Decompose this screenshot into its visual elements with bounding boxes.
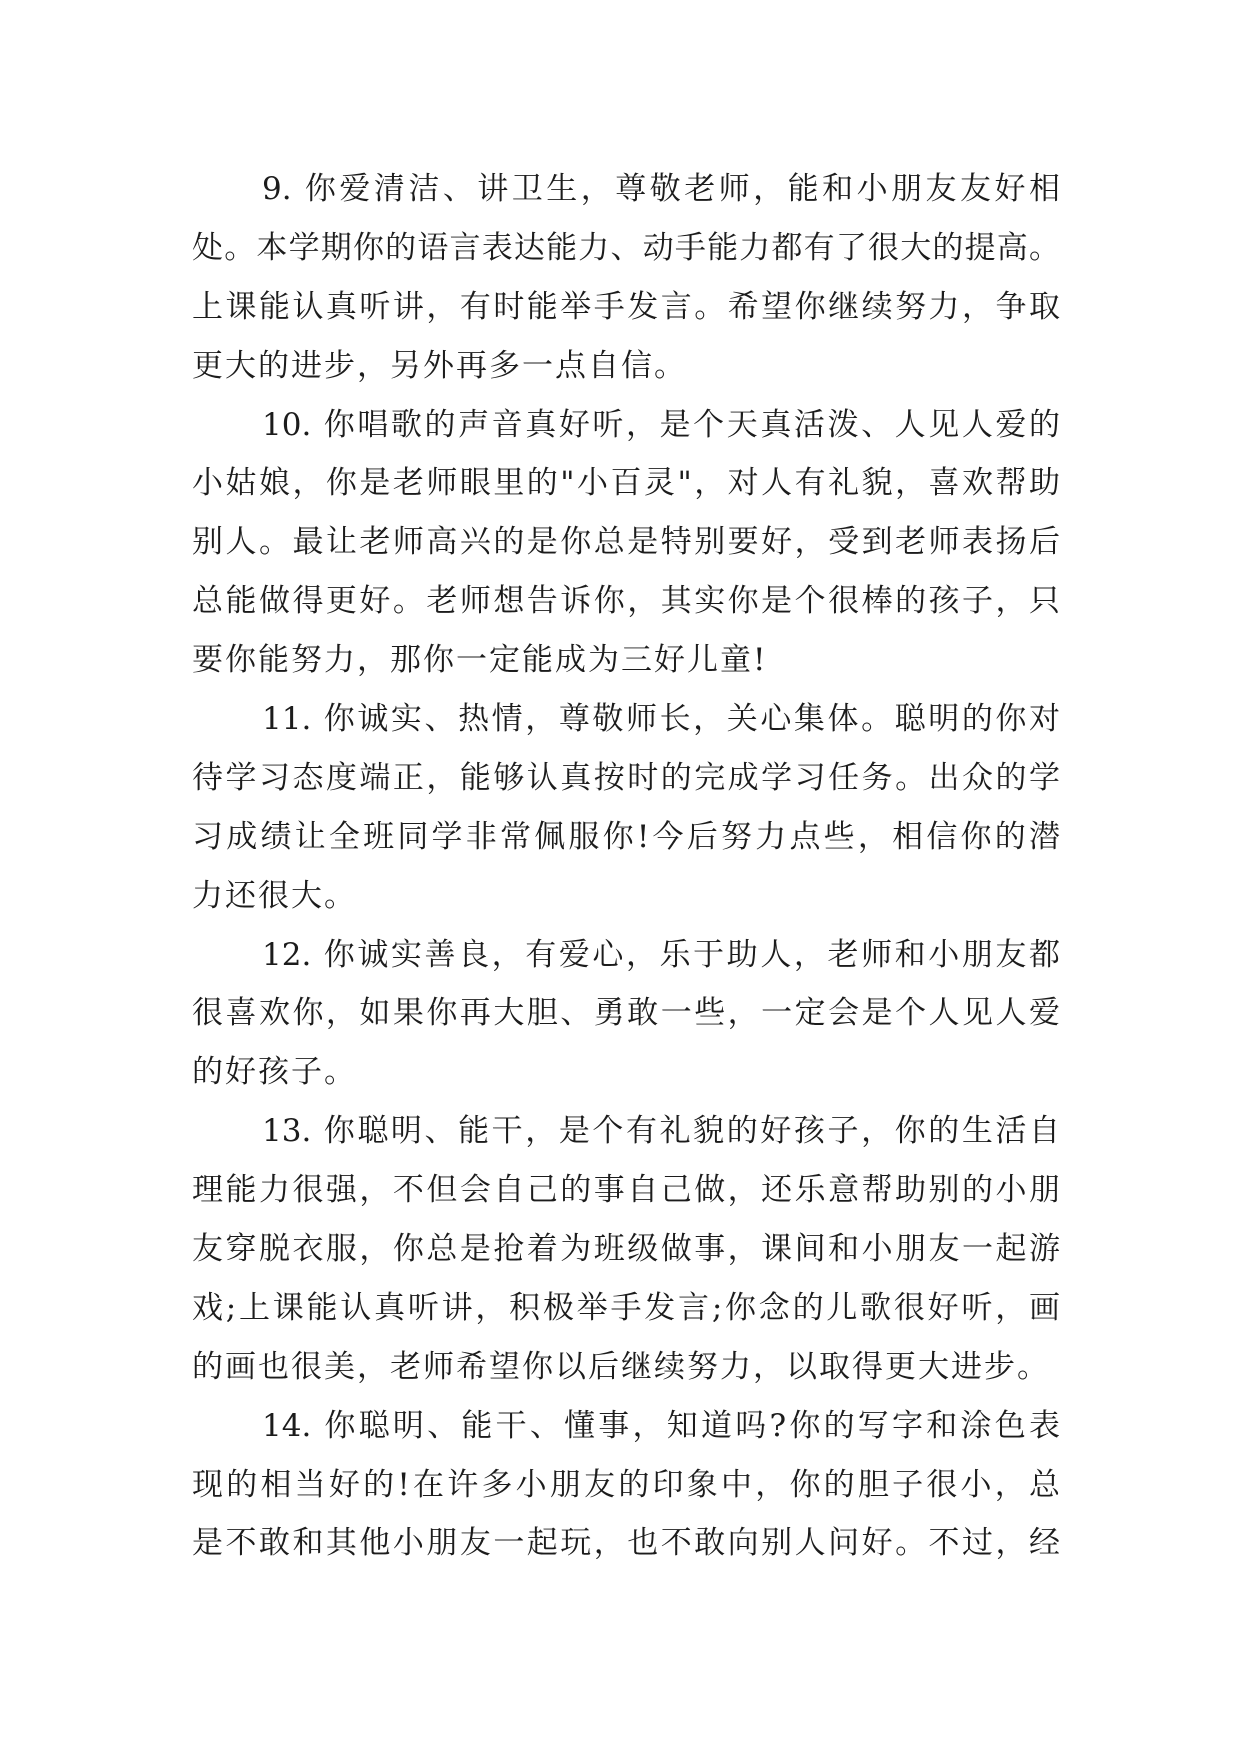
comment-paragraph-14	[192, 1397, 1060, 1574]
text-line: 10. 你唱歌的声音真好听，是个天真活泼、人见人爱的	[262, 406, 1060, 443]
text-line: 习成绩让全班同学非常佩服你!今后努力点些，相信你的潜	[192, 818, 1060, 855]
text-line: 上课能认真听讲，有时能举手发言。希望你继续努力，争取	[192, 288, 1060, 325]
comment-paragraph-9	[192, 160, 1060, 396]
text-line: 9. 你爱清洁、讲卫生，尊敬老师，能和小朋友友好相	[262, 171, 1060, 207]
text-line: 11. 你诚实、热情，尊敬师长，关心集体。聪明的你对	[262, 701, 1060, 738]
text-line: 是不敢和其他小朋友一起玩，也不敢向别人问好。不过，经	[192, 1525, 1060, 1562]
text-line: 别人。最让老师高兴的是你总是特别要好，受到老师表扬后	[192, 524, 1060, 561]
text-line: 力还很大。	[192, 877, 357, 914]
text-line: 要你能努力，那你一定能成为三好儿童!	[192, 642, 768, 679]
text-line: 的画也很美，老师希望你以后继续努力，以取得更大进步。	[192, 1348, 1050, 1385]
text-line: 很喜欢你，如果你再大胆、勇敢一些，一定会是个人见人爱	[192, 995, 1060, 1032]
text-line: 总能做得更好。老师想告诉你，其实你是个很棒的孩子，只	[192, 583, 1060, 620]
text-line: 现的相当好的!在许多小朋友的印象中，你的胆子很小，总	[192, 1466, 1060, 1503]
comment-paragraph-12	[192, 926, 1060, 1103]
text-line: 13. 你聪明、能干，是个有礼貌的好孩子，你的生活自	[262, 1113, 1060, 1150]
comment-paragraph-10	[192, 396, 1060, 690]
comment-paragraph-11	[192, 690, 1060, 926]
text-line: 处。本学期你的语言表达能力、动手能力都有了很大的提高。	[192, 229, 1060, 266]
text-line: 的好孩子。	[192, 1054, 357, 1091]
text-line: 12. 你诚实善良，有爱心，乐于助人，老师和小朋友都	[262, 936, 1060, 973]
text-line: 更大的进步，另外再多一点自信。	[192, 347, 687, 384]
text-line: 14. 你聪明、能干、懂事，知道吗?你的写字和涂色表	[262, 1407, 1060, 1444]
text-line: 戏;上课能认真听讲，积极举手发言;你念的儿歌很好听，画	[192, 1289, 1060, 1326]
text-line: 理能力很强，不但会自己的事自己做，还乐意帮助别的小朋	[192, 1172, 1060, 1209]
document-body	[192, 160, 1060, 1573]
text-line: 友穿脱衣服，你总是抢着为班级做事，课间和小朋友一起游	[192, 1231, 1060, 1268]
text-line: 小姑娘，你是老师眼里的"小百灵"，对人有礼貌，喜欢帮助	[192, 465, 1060, 502]
text-line: 待学习态度端正，能够认真按时的完成学习任务。出众的学	[192, 759, 1060, 796]
comment-paragraph-13	[192, 1102, 1060, 1396]
